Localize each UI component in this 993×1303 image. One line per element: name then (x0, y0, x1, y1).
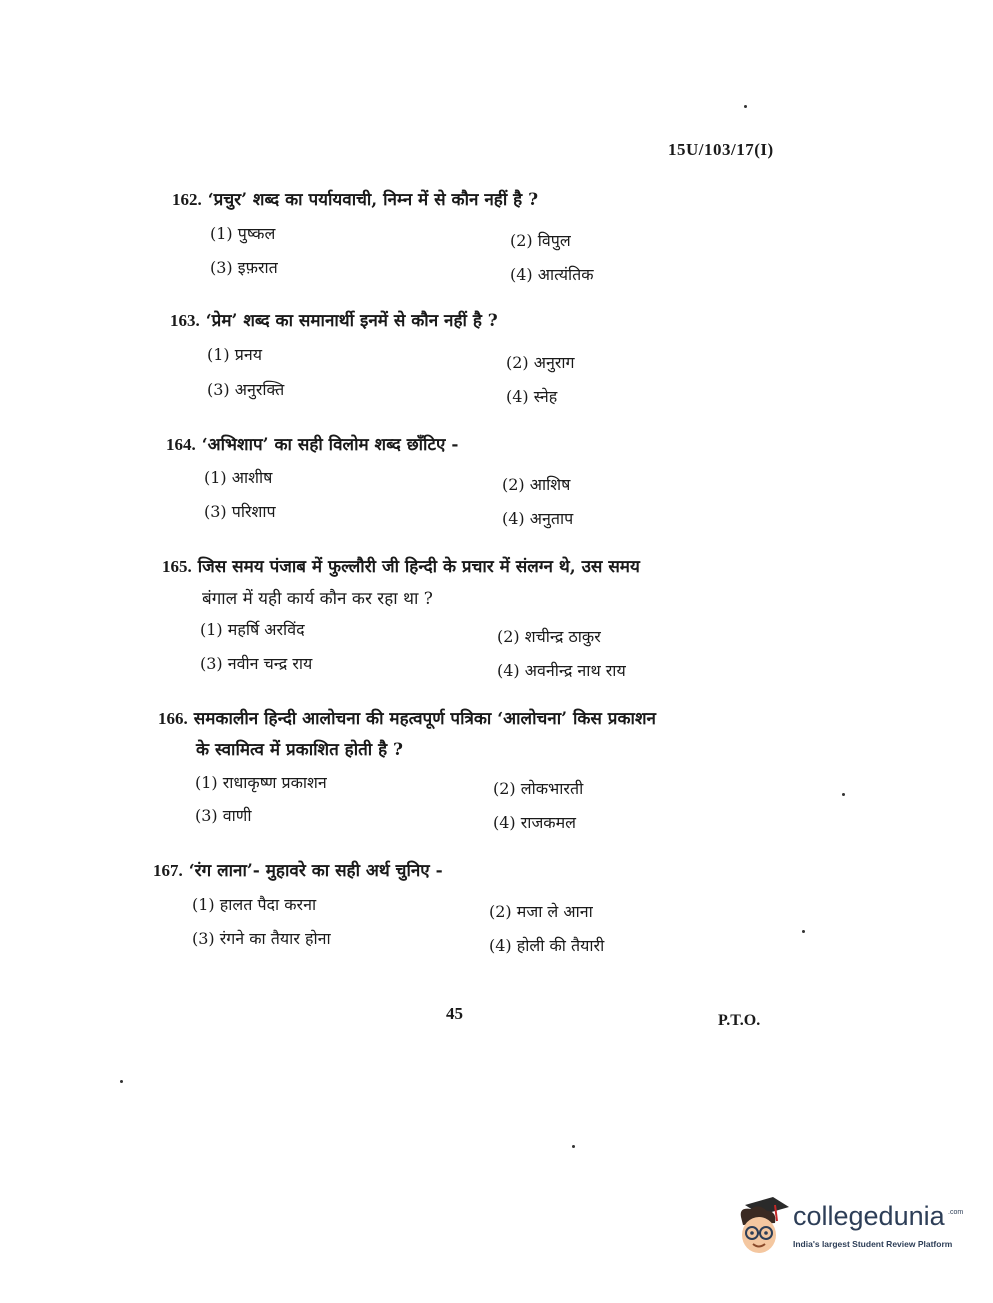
option-3: (3) वाणी (195, 806, 252, 825)
question-number: 163. (170, 311, 200, 330)
option-4: (4) अवनीन्द्र नाथ राय (497, 661, 626, 680)
question-text-continued: के स्वामित्व में प्रकाशित होती है ? (196, 740, 404, 760)
question-text: 164. ‘अभिशाप’ का सही विलोम शब्द छाँटिए - (166, 435, 459, 455)
question-text: 163. ‘प्रेम’ शब्द का समानार्थी इनमें से कौन नहीं है ? (170, 311, 498, 331)
question-number: 165. (162, 557, 192, 576)
scan-speck (120, 1080, 123, 1083)
question-number: 166. (158, 709, 188, 728)
option-2: (2) आशिष (502, 475, 571, 494)
scan-speck (802, 930, 805, 933)
paper-code: 15U/103/17(I) (668, 140, 774, 159)
brand-tagline: India's largest Student Review Platform (793, 1239, 953, 1249)
scan-speck (572, 1145, 575, 1148)
question-number: 164. (166, 435, 196, 454)
brand-domain-suffix: .com (948, 1209, 964, 1216)
mascot-face-with-graduation-cap-icon (733, 1195, 791, 1259)
question-text: 162. ‘प्रचुर’ शब्द का पर्यायवाची, निम्न में से कौन नहीं है ? (172, 190, 539, 210)
page-number: 45 (446, 1004, 463, 1023)
option-1: (1) महर्षि अरविंद (200, 620, 305, 639)
option-3: (3) इफ़रात (210, 258, 278, 277)
option-4: (4) होली की तैयारी (489, 936, 605, 955)
question-text: 167. ‘रंग लाना’- मुहावरे का सही अर्थ चुनिए - (153, 861, 443, 881)
option-3: (3) नवीन चन्द्र राय (200, 654, 313, 673)
option-1: (1) राधाकृष्ण प्रकाशन (195, 773, 327, 792)
question-number: 167. (153, 861, 183, 880)
scan-speck (842, 793, 845, 796)
pto-label: P.T.O. (718, 1012, 761, 1029)
collegedunia-watermark (733, 1195, 963, 1265)
question-number: 162. (172, 190, 202, 209)
brand-name: collegedunia (793, 1201, 945, 1231)
option-1: (1) प्रनय (207, 345, 263, 364)
option-3: (3) रंगने का तैयार होना (192, 929, 331, 948)
option-1: (1) पुष्कल (210, 224, 276, 243)
option-3: (3) अनुरक्ति (207, 380, 285, 399)
option-4: (4) आत्यंतिक (510, 265, 594, 284)
option-2: (2) लोकभारती (493, 779, 584, 798)
option-2: (2) अनुराग (506, 353, 575, 372)
option-2: (2) शचीन्द्र ठाकुर (497, 627, 601, 646)
question-text: 166. समकालीन हिन्दी आलोचना की महत्वपूर्ण पत्रिका ‘आलोचना’ किस प्रकाशन (158, 709, 656, 729)
option-3: (3) परिशाप (204, 502, 276, 521)
question-text-continued: बंगाल में यही कार्य कौन कर रहा था ? (202, 589, 433, 609)
option-2: (2) विपुल (510, 231, 571, 250)
option-4: (4) अनुताप (502, 509, 574, 528)
option-1: (1) हालत पैदा करना (192, 895, 317, 914)
option-4: (4) स्नेह (506, 387, 558, 406)
question-text: 165. जिस समय पंजाब में फुल्लौरी जी हिन्दी के प्रचार में संलग्न थे, उस समय (162, 557, 640, 577)
scan-speck (744, 105, 747, 108)
option-4: (4) राजकमल (493, 813, 577, 832)
option-1: (1) आशीष (204, 468, 273, 487)
option-2: (2) मजा ले आना (489, 902, 593, 921)
